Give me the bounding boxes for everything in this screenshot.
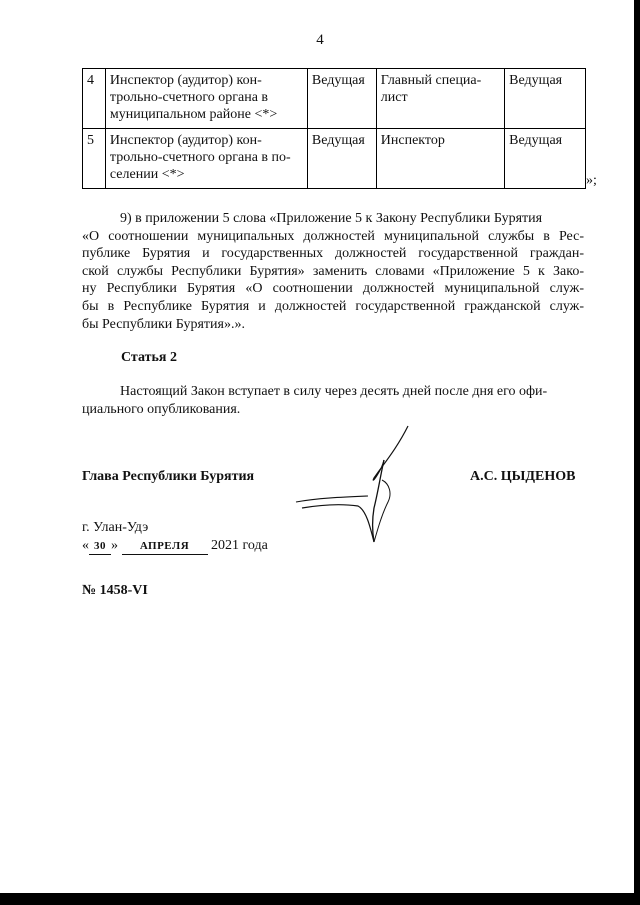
signing-date: « 30 » АПРЕЛЯ 2021 года — [82, 538, 268, 553]
position-title: Инспектор (аудитор) кон- трольно-счетного органа в муниципальном районе <*> — [105, 69, 307, 129]
signer-name: А.С. ЦЫДЕНОВ — [470, 469, 576, 484]
article-paragraph: Настоящий Закон вступает в силу через десять дней после дня его офи- циального опубликования. — [82, 384, 548, 417]
row-number: 4 — [83, 69, 106, 129]
position-title: Инспектор (аудитор) кон- трольно-счетного органа в по- селении <*> — [105, 129, 307, 189]
scan-border-right — [634, 0, 640, 893]
equivalent-group: Ведущая — [505, 69, 586, 129]
positions-table — [82, 68, 586, 189]
date-year: 2021 года — [211, 538, 268, 553]
equivalent-position: Инспектор — [376, 129, 504, 189]
scan-border-bottom — [0, 893, 640, 905]
amendment-paragraph: 9) в приложении 5 слова «Приложение 5 к Закону Республики Бурятия «О соотношении муниципальных должностей муниципальной службы в Рес- публике Бурятия и государственных должностей государственной граждан- ской службы Республики Бурятия» заменить словами «Приложение 5 к Зако- ну Республики Бурятия «О соотношении должностей муниципальной служ- бы в Республике Бурятия и должностей государственной гражданской служ- бы Республики Бурятия».». — [82, 211, 584, 332]
date-month: АПРЕЛЯ — [122, 539, 208, 555]
equivalent-position: Главный специа- лист — [376, 69, 504, 129]
signer-title: Глава Республики Бурятия — [82, 469, 255, 484]
equivalent-group: Ведущая — [505, 129, 586, 189]
position-group: Ведущая — [307, 129, 376, 189]
page-number: 4 — [316, 32, 324, 48]
table-closing-quote: »; — [586, 173, 597, 188]
handwritten-signature — [282, 422, 422, 548]
table-row — [83, 129, 586, 189]
law-number: № 1458-VI — [82, 583, 148, 598]
position-group: Ведущая — [307, 69, 376, 129]
table-row — [83, 69, 586, 129]
place-of-signing: г. Улан-Удэ — [82, 520, 149, 535]
article-heading: Статья 2 — [121, 350, 177, 365]
row-number: 5 — [83, 129, 106, 189]
date-day: 30 — [89, 539, 111, 555]
